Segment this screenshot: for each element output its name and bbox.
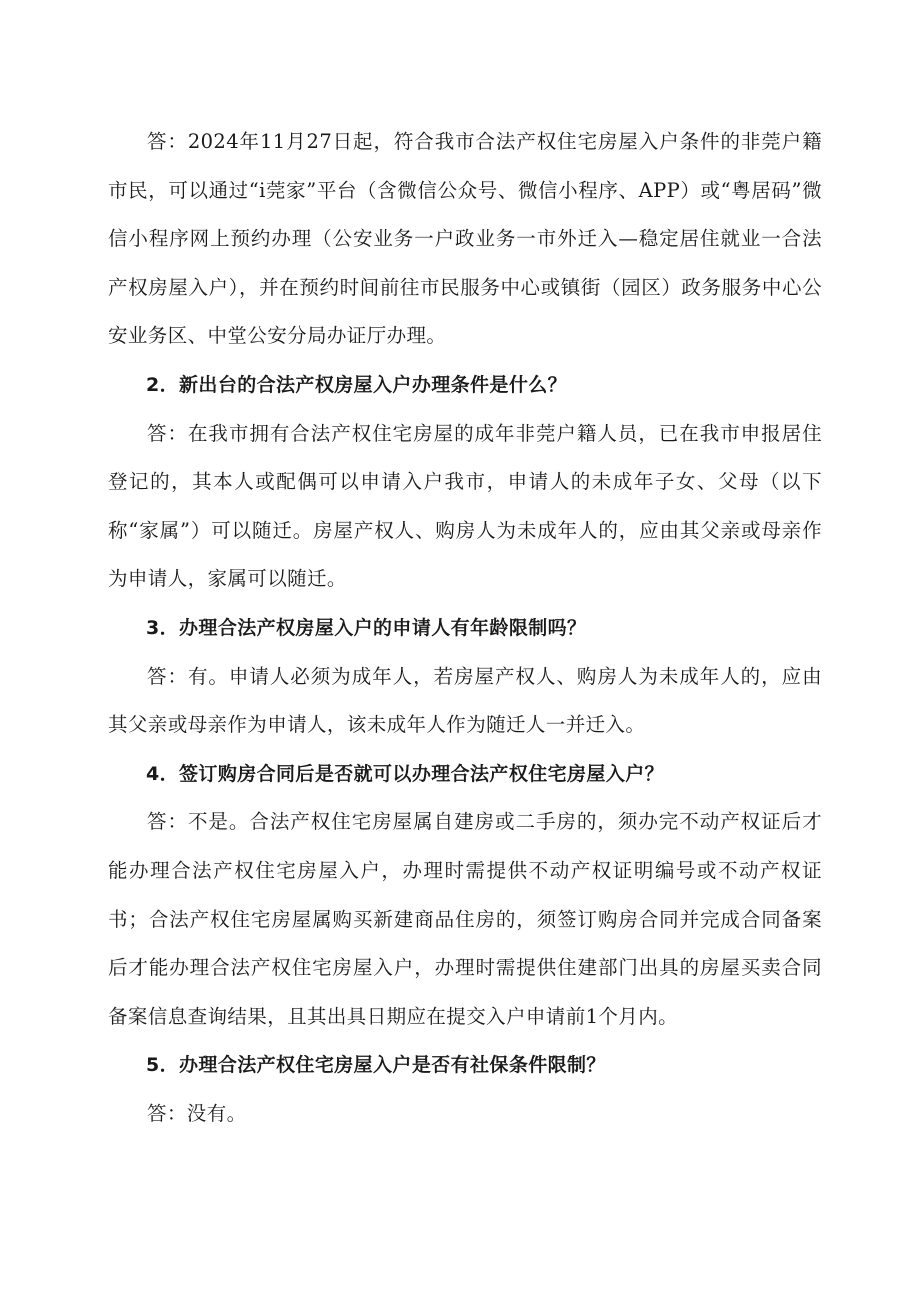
question-text: ．办理合法产权住宅房屋入户是否有社保条件限制？ bbox=[159, 1054, 606, 1077]
question-heading-2 bbox=[108, 361, 822, 410]
answer-paragraph-1: 答：2024年11月27日起，符合我市合法产权住宅房屋入户条件的非莞户籍市民，可以通过“i莞家”平台（含微信公众号、微信小程序、APP）或“粤居码”微信小程序网上预约办理（公安业务一户政业务一市外迁入—稳定居住就业一合法产权房屋入户），并在预约时间前往市民服务中心或镇街（园区）政务服务中心公安业务区、中堂公安分局办证厅办理。 bbox=[108, 130, 822, 348]
question-heading-5 bbox=[108, 1041, 822, 1090]
question-number: 3 bbox=[146, 616, 160, 639]
question-text: ．办理合法产权房屋入户的申请人有年龄限制吗？ bbox=[159, 616, 587, 639]
question-number: 5 bbox=[146, 1054, 160, 1077]
document-body bbox=[108, 118, 822, 1138]
answer-paragraph-4: 答：不是。合法产权住宅房屋属自建房或二手房的，须办完不动产权证后才能办理合法产权住宅房屋入户，办理时需提供不动产权证明编号或不动产权证书；合法产权住宅房屋属购买新建商品住房的，须签订购房合同并完成合同备案后才能办理合法产权住宅房屋入户，办理时需提供住建部门出具的房屋买卖合同备案信息查询结果，且其出具日期应在提交入户申请前1个月内。 bbox=[108, 810, 822, 1028]
question-text: ．签订购房合同后是否就可以办理合法产权住宅房屋入户？ bbox=[159, 762, 665, 785]
question-heading-4 bbox=[108, 750, 822, 799]
question-number: 4 bbox=[146, 762, 160, 785]
answer-paragraph-5: 答：没有。 bbox=[147, 1101, 247, 1125]
question-heading-3 bbox=[108, 604, 822, 653]
question-text: ．新出台的合法产权房屋入户办理条件是什么？ bbox=[159, 373, 568, 396]
answer-paragraph-2: 答：在我市拥有合法产权住宅房屋的成年非莞户籍人员，已在我市申报居住登记的，其本人或配偶可以申请入户我市，申请人的未成年子女、父母（以下称“家属”）可以随迁。房屋产权人、购房人为未成年人的，应由其父亲或母亲作为申请人，家属可以随迁。 bbox=[108, 421, 822, 591]
answer-paragraph-3: 答：有。申请人必须为成年人，若房屋产权人、购房人为未成年人的，应由其父亲或母亲作为申请人，该未成年人作为随迁人一并迁入。 bbox=[108, 664, 822, 737]
question-number: 2 bbox=[146, 373, 160, 396]
